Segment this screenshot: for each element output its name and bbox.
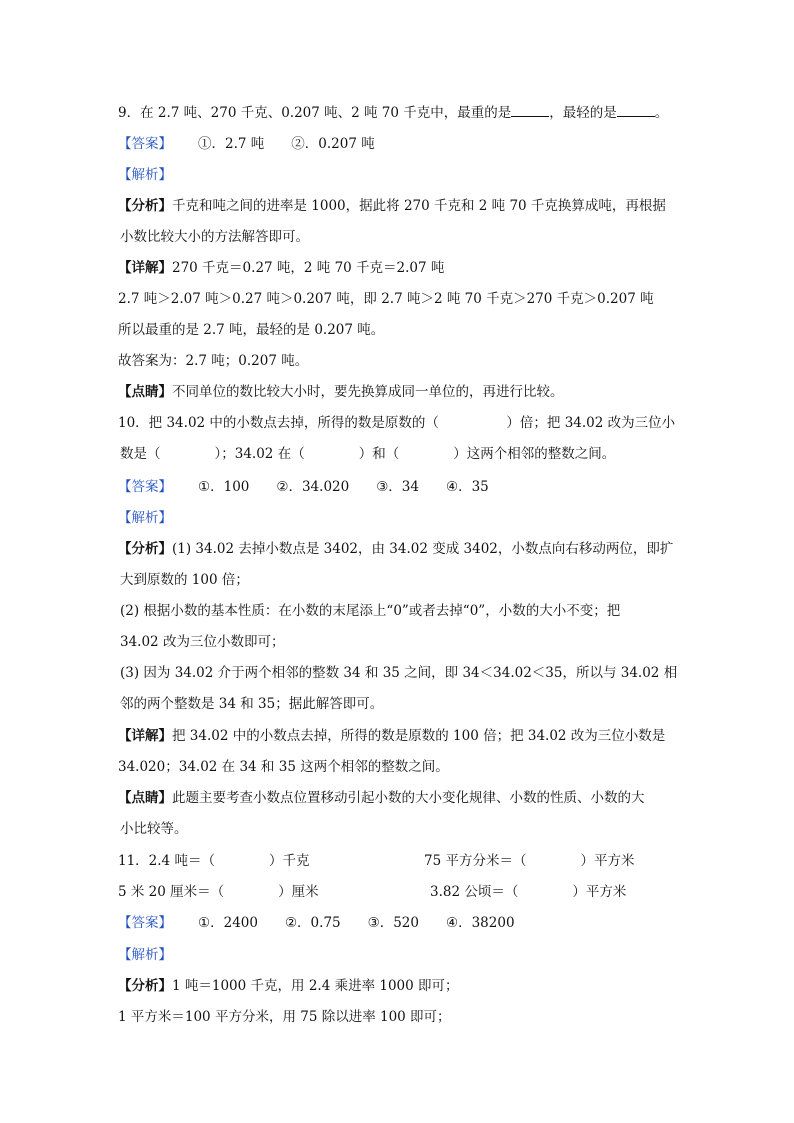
- q10-answer: ①．100 ②．34.020 ③．34 ④．35: [198, 479, 489, 495]
- q10-answer-tag: 【答案】: [118, 479, 172, 495]
- q9-blank-heaviest: [511, 104, 549, 117]
- q11-fenxi-tag: 【分析】: [118, 978, 172, 994]
- q9-blank-lightest: [617, 104, 655, 117]
- q9-xiangjie-4: 故答案为：2.7 吨；0.207 吨。: [118, 353, 309, 369]
- q10-stem-2: 数是（ ）；34.02 在（ ）和（ ）这两个相邻的整数之间。: [120, 446, 616, 462]
- q10-fenxi-6: 邻的两个整数是 34 和 35；据此解答即可。: [120, 696, 384, 712]
- q9-xiangjie-2: 2.7 吨＞2.07 吨＞0.27 吨＞0.207 吨，即 2.7 吨＞2 吨 70 千克＞270 千克＞0.207 吨: [118, 291, 654, 307]
- q9-fenxi-tag: 【分析】: [118, 198, 172, 214]
- q9-fenxi-1: [118, 196, 666, 216]
- q11-answer-tag: 【答案】: [118, 915, 172, 931]
- q10-dianjing-tag: 【点睛】: [118, 790, 172, 806]
- q9-dianjing: [118, 382, 564, 402]
- q9-answer-line: [118, 134, 375, 154]
- q9-stem: [118, 103, 668, 123]
- q11-stem-2b: 3.82 公顷＝（ ）平方米: [430, 884, 627, 900]
- q11-stem-1b: 75 平方分米＝（ ）平方米: [424, 853, 635, 869]
- q9-answer: ①．2.7 吨 ②．0.207 吨: [198, 136, 375, 152]
- q10-fenxi-tag: 【分析】: [118, 541, 172, 557]
- q10-fenxi-5: (3) 因为 34.02 介于两个相邻的整数 34 和 35 之间，即 34＜34.02＜35，所以与 34.02 相: [120, 665, 678, 681]
- q9-jiexi: 【解析】: [118, 167, 172, 183]
- q11-jiexi: 【解析】: [118, 947, 172, 963]
- q9-dianjing-text: 不同单位的数比较大小时，要先换算成同一单位的，再进行比较。: [172, 384, 564, 400]
- q9-stem-c: 。: [654, 105, 669, 121]
- q9-answer-tag: 【答案】: [118, 136, 172, 152]
- q11-answer-line: [118, 913, 515, 933]
- q11-stem-1a: 11．2.4 吨＝（ ）千克: [118, 853, 310, 869]
- q10-answer-line: [118, 477, 489, 497]
- q10-xiangjie-2: 34.020；34.02 在 34 和 35 这两个相邻的整数之间。: [118, 759, 449, 775]
- q9-dianjing-tag: 【点睛】: [118, 384, 172, 400]
- q9-xiangjie-1: [118, 258, 444, 278]
- q9-xiangjie-tag: 【详解】: [118, 260, 172, 276]
- q10-xiangjie-1: [118, 726, 665, 746]
- q11-fenxi-text-1: 1 吨＝1000 千克，用 2.4 乘进率 1000 即可；: [172, 978, 459, 994]
- q9-stem-b: ，最轻的是: [549, 105, 617, 121]
- q10-stem-1: 10．把 34.02 中的小数点去掉，所得的数是原数的（ ）倍；把 34.02 改为三位小: [118, 415, 676, 431]
- q10-fenxi-1: [118, 539, 673, 559]
- q10-jiexi: 【解析】: [118, 510, 172, 526]
- q11-fenxi-1: [118, 976, 459, 996]
- q10-dianjing-2: 小比较等。: [120, 821, 188, 837]
- q9-xiangjie-text-1: 270 千克＝0.27 吨，2 吨 70 千克＝2.07 吨: [172, 260, 445, 276]
- q9-stem-a: 9．在 2.7 吨、270 千克、0.207 吨、2 吨 70 千克中，最重的是: [118, 105, 512, 121]
- q10-xiangjie-text-1: 把 34.02 中的小数点去掉，所得的数是原数的 100 倍；把 34.02 改为三位小数是: [172, 728, 666, 744]
- q9-fenxi-2: 小数比较大小的方法解答即可。: [120, 229, 309, 245]
- q9-xiangjie-3: 所以最重的是 2.7 吨，最轻的是 0.207 吨。: [118, 322, 385, 338]
- q10-fenxi-text-1: (1) 34.02 去掉小数点是 3402，由 34.02 变成 3402，小数点向右移动两位，即扩: [172, 541, 674, 557]
- q11-fenxi-2: 1 平方米＝100 平方分米，用 75 除以进率 100 即可；: [118, 1009, 451, 1025]
- q11-answer: ①．2400 ②．0.75 ③．520 ④．38200: [198, 915, 515, 931]
- q10-dianjing-1: [118, 788, 645, 808]
- q10-fenxi-2: 大到原数的 100 倍；: [120, 572, 249, 588]
- q10-fenxi-4: 34.02 改为三位小数即可；: [120, 634, 285, 650]
- q10-dianjing-text-1: 此题主要考查小数点位置移动引起小数的大小变化规律、小数的性质、小数的大: [172, 790, 645, 806]
- q10-fenxi-3: (2) 根据小数的基本性质：在小数的末尾添上“0”或者去掉“0”，小数的大小不变；把: [120, 603, 621, 619]
- q11-stem-2a: 5 米 20 厘米＝（ ）厘米: [118, 884, 319, 900]
- q10-xiangjie-tag: 【详解】: [118, 728, 172, 744]
- q9-fenxi-text-1: 千克和吨之间的进率是 1000，据此将 270 千克和 2 吨 70 千克换算成吨，再根据: [172, 198, 666, 214]
